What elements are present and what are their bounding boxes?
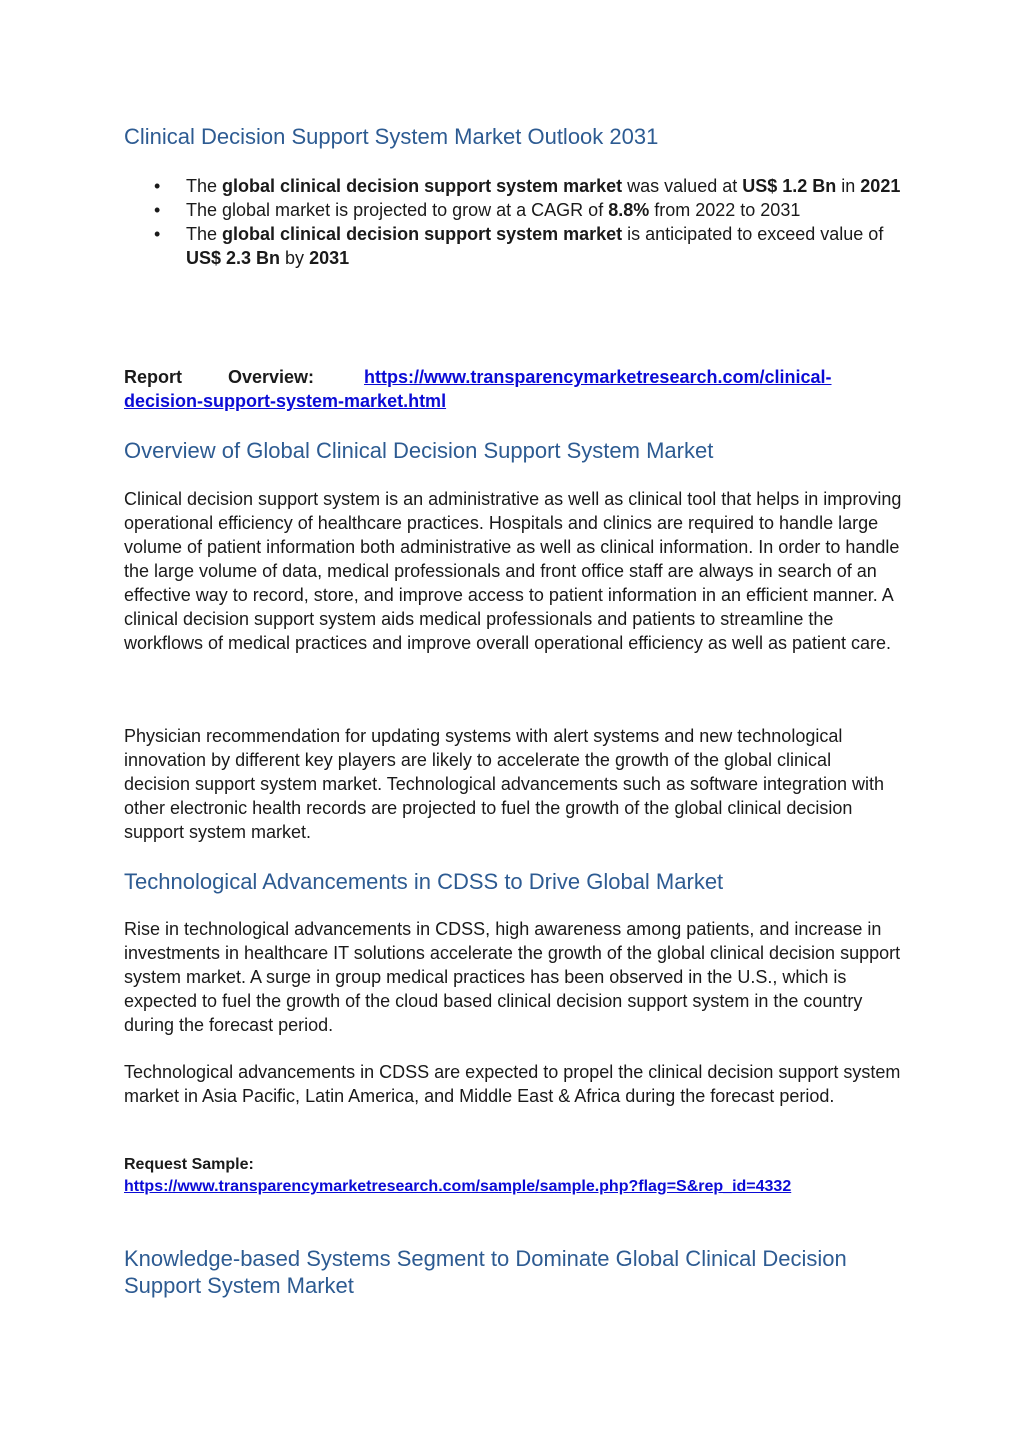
request-sample-label: Request Sample: xyxy=(124,1156,254,1173)
section-heading-overview: Overview of Global Clinical Decision Support System Market xyxy=(124,438,714,463)
paragraph: Clinical decision support system is an administrative as well as clinical tool that helps in improving operational efficiency of healthcare practices. Hospitals and clinics are required to handle large volume of patient information both administrative as well as clinical information. In order to handle the large volume of data, medical professionals and front office staff are always in search of an effective way to record, store, and improve access to patient information in an efficient manner. A clinical decision support system aids medical professionals and patients to streamline the workflows of medical practices and improve overall operational efficiency as well as patient care. xyxy=(124,489,902,653)
paragraph: Rise in technological advancements in CDSS, high awareness among patients, and increase in investments in healthcare IT solutions accelerate the growth of the global clinical decision support system market. A surge in group medical practices has been observed in the U.S., which is expected to fuel the growth of the cloud based clinical decision support system in the country during the forecast period. xyxy=(124,919,901,1035)
page-title: Clinical Decision Support System Market Outlook 2031 xyxy=(124,124,659,149)
list-item: • The global clinical decision support system market is anticipated to exceed value of US$ 2.3 Bn by 2031 xyxy=(154,224,884,268)
paragraph: Technological advancements in CDSS are expected to propel the clinical decision support system market in Asia Pacific, Latin America, and Middle East & Africa during the forecast period. xyxy=(124,1062,901,1106)
bullet-icon: • xyxy=(154,176,161,196)
request-sample xyxy=(124,1154,902,1198)
bullet-icon: • xyxy=(154,224,161,244)
report-overview-link[interactable]: https://www.transparencymarketresearch.com/clinical-decision-support-system-market.html xyxy=(124,367,832,411)
key-findings-list xyxy=(124,174,902,270)
request-sample-link[interactable]: https://www.transparencymarketresearch.com/sample/sample.php?flag=S&rep_id=4332 xyxy=(124,1178,792,1195)
report-overview-label: Report xyxy=(124,367,182,387)
list-item: • The global market is projected to grow at a CAGR of 8.8% from 2022 to 2031 xyxy=(154,200,801,220)
paragraph: Physician recommendation for updating systems with alert systems and new technological innovation by different key players are likely to accelerate the growth of the global clinical decision support system market. Technological advancements such as software integration with other electronic health records are projected to fuel the growth of the global clinical decision support system market. xyxy=(124,726,885,842)
section-heading-knowledge-based: Knowledge-based Systems Segment to Dominate Global Clinical Decision Support System Market xyxy=(124,1246,847,1298)
section-heading-tech-advancements: Technological Advancements in CDSS to Drive Global Market xyxy=(124,869,724,894)
bullet-icon: • xyxy=(154,200,161,220)
report-overview-label: Overview: xyxy=(228,367,315,387)
list-item: • The global clinical decision support system market was valued at US$ 1.2 Bn in 2021 xyxy=(154,176,901,196)
report-overview xyxy=(124,365,902,413)
